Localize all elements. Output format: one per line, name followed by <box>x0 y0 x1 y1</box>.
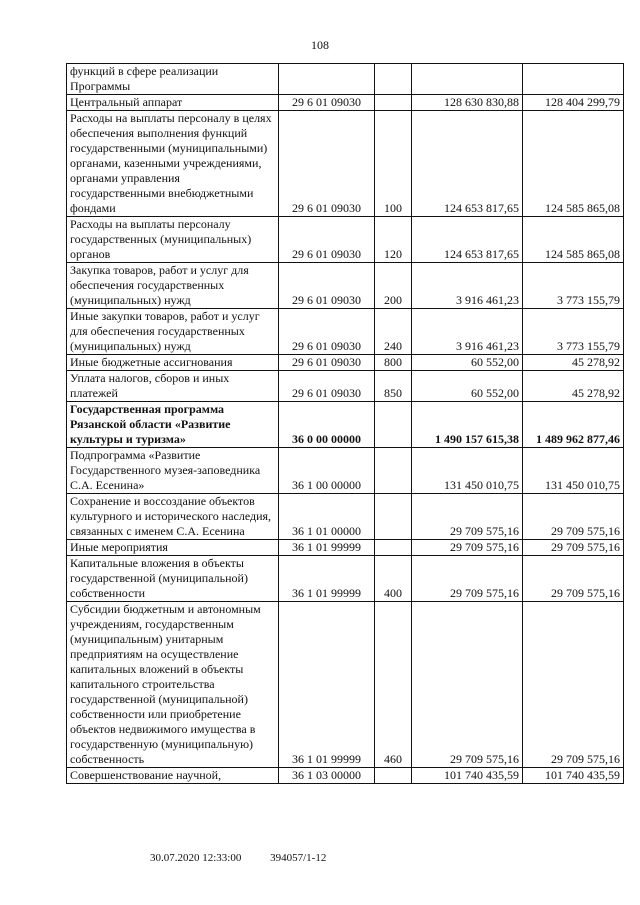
row-sum-executed: 29 709 575,16 <box>523 494 624 540</box>
table-row <box>67 540 624 556</box>
row-expense-type: 460 <box>375 602 412 768</box>
row-sum-2020: 124 653 817,65 <box>412 111 523 217</box>
row-sum-executed: 29 709 575,16 <box>523 540 624 556</box>
table-row <box>67 494 624 540</box>
row-expense-type: 200 <box>375 263 412 309</box>
row-expense-type: 120 <box>375 217 412 263</box>
row-sum-executed: 29 709 575,16 <box>523 556 624 602</box>
row-code: 36 0 00 00000 <box>279 402 375 448</box>
row-sum-executed: 131 450 010,75 <box>523 448 624 494</box>
row-sum-2020: 3 916 461,23 <box>412 263 523 309</box>
table-row <box>67 448 624 494</box>
table-row <box>67 95 624 111</box>
row-sum-2020: 3 916 461,23 <box>412 309 523 355</box>
row-code: 29 6 01 09030 <box>279 263 375 309</box>
table-row <box>67 602 624 768</box>
row-code: 36 1 01 99999 <box>279 556 375 602</box>
table-row <box>67 309 624 355</box>
row-code: 29 6 01 09030 <box>279 95 375 111</box>
row-sum-2020: 29 709 575,16 <box>412 494 523 540</box>
row-expense-type <box>375 540 412 556</box>
row-expense-type: 850 <box>375 371 412 402</box>
table-row <box>67 371 624 402</box>
row-name: Расходы на выплаты персоналу в целях обеспечения выполнения функций государственными (муниципальными) органами, казенными учреждениями, органами управления государственными внебюджетными фондами <box>67 111 279 217</box>
row-name: Закупка товаров, работ и услуг для обеспечения государственных (муниципальных) нужд <box>67 263 279 309</box>
row-sum-2020 <box>412 64 523 95</box>
row-code: 36 1 00 00000 <box>279 448 375 494</box>
row-sum-2020: 60 552,00 <box>412 355 523 371</box>
row-name: Расходы на выплаты персоналу государственных (муниципальных) органов <box>67 217 279 263</box>
row-expense-type <box>375 768 412 784</box>
table-row <box>67 355 624 371</box>
row-expense-type <box>375 494 412 540</box>
row-name: Сохранение и воссоздание объектов культурного и исторического наследия, связанных с именем С.А. Есенина <box>67 494 279 540</box>
table-row <box>67 64 624 95</box>
row-expense-type <box>375 64 412 95</box>
row-name: Центральный аппарат <box>67 95 279 111</box>
footer-timestamp: 30.07.2020 12:33:00 <box>150 852 242 864</box>
row-sum-executed: 128 404 299,79 <box>523 95 624 111</box>
row-sum-executed: 124 585 865,08 <box>523 217 624 263</box>
row-sum-executed: 45 278,92 <box>523 371 624 402</box>
row-sum-2020: 124 653 817,65 <box>412 217 523 263</box>
row-sum-executed: 29 709 575,16 <box>523 602 624 768</box>
row-sum-2020: 1 490 157 615,38 <box>412 402 523 448</box>
row-name: Уплата налогов, сборов и иных платежей <box>67 371 279 402</box>
row-code: 36 1 01 99999 <box>279 540 375 556</box>
table-row <box>67 217 624 263</box>
footer-doc-id: 394057/1-12 <box>270 852 327 864</box>
row-expense-type <box>375 402 412 448</box>
row-sum-executed: 124 585 865,08 <box>523 111 624 217</box>
row-expense-type <box>375 95 412 111</box>
row-name: Капитальные вложения в объекты государственной (муниципальной) собственности <box>67 556 279 602</box>
row-sum-2020: 60 552,00 <box>412 371 523 402</box>
row-code: 29 6 01 09030 <box>279 309 375 355</box>
row-sum-executed: 3 773 155,79 <box>523 263 624 309</box>
row-name: Иные мероприятия <box>67 540 279 556</box>
row-sum-executed: 101 740 435,59 <box>523 768 624 784</box>
row-sum-executed: 45 278,92 <box>523 355 624 371</box>
row-code: 36 1 03 00000 <box>279 768 375 784</box>
row-sum-2020: 29 709 575,16 <box>412 602 523 768</box>
row-expense-type <box>375 448 412 494</box>
row-sum-executed: 3 773 155,79 <box>523 309 624 355</box>
row-expense-type: 240 <box>375 309 412 355</box>
row-name: функций в сфере реализации Программы <box>67 64 279 95</box>
row-code <box>279 64 375 95</box>
row-name: Иные закупки товаров, работ и услуг для обеспечения государственных (муниципальных) нужд <box>67 309 279 355</box>
row-sum-2020: 29 709 575,16 <box>412 556 523 602</box>
row-name: Иные бюджетные ассигнования <box>67 355 279 371</box>
page-number: 108 <box>311 38 329 52</box>
row-name: Субсидии бюджетным и автономным учреждениям, государственным (муниципальным) унитарным предприятиям на осуществление капитальных вложений в объекты капитального строительства государственной (муниципальной) собственности или приобретение объектов недвижимого имущества в государственную (муниципальную) собственность <box>67 602 279 768</box>
row-code: 29 6 01 09030 <box>279 355 375 371</box>
table-row <box>67 402 624 448</box>
row-sum-2020: 128 630 830,88 <box>412 95 523 111</box>
row-name: Совершенствование научной, <box>67 768 279 784</box>
row-name: Государственная программа Рязанской области «Развитие культуры и туризма» <box>67 402 279 448</box>
table-row <box>67 111 624 217</box>
row-name: Подпрограмма «Развитие Государственного музея-заповедника С.А. Есенина» <box>67 448 279 494</box>
row-code: 36 1 01 99999 <box>279 602 375 768</box>
table-row <box>67 263 624 309</box>
row-sum-2020: 131 450 010,75 <box>412 448 523 494</box>
budget-table <box>66 63 624 784</box>
row-expense-type: 400 <box>375 556 412 602</box>
table-row <box>67 768 624 784</box>
row-expense-type: 100 <box>375 111 412 217</box>
row-code: 29 6 01 09030 <box>279 111 375 217</box>
row-sum-executed <box>523 64 624 95</box>
row-code: 29 6 01 09030 <box>279 371 375 402</box>
row-sum-2020: 29 709 575,16 <box>412 540 523 556</box>
table-row <box>67 556 624 602</box>
row-code: 36 1 01 00000 <box>279 494 375 540</box>
row-expense-type: 800 <box>375 355 412 371</box>
footer <box>150 852 352 864</box>
row-sum-executed: 1 489 962 877,46 <box>523 402 624 448</box>
row-sum-2020: 101 740 435,59 <box>412 768 523 784</box>
row-code: 29 6 01 09030 <box>279 217 375 263</box>
